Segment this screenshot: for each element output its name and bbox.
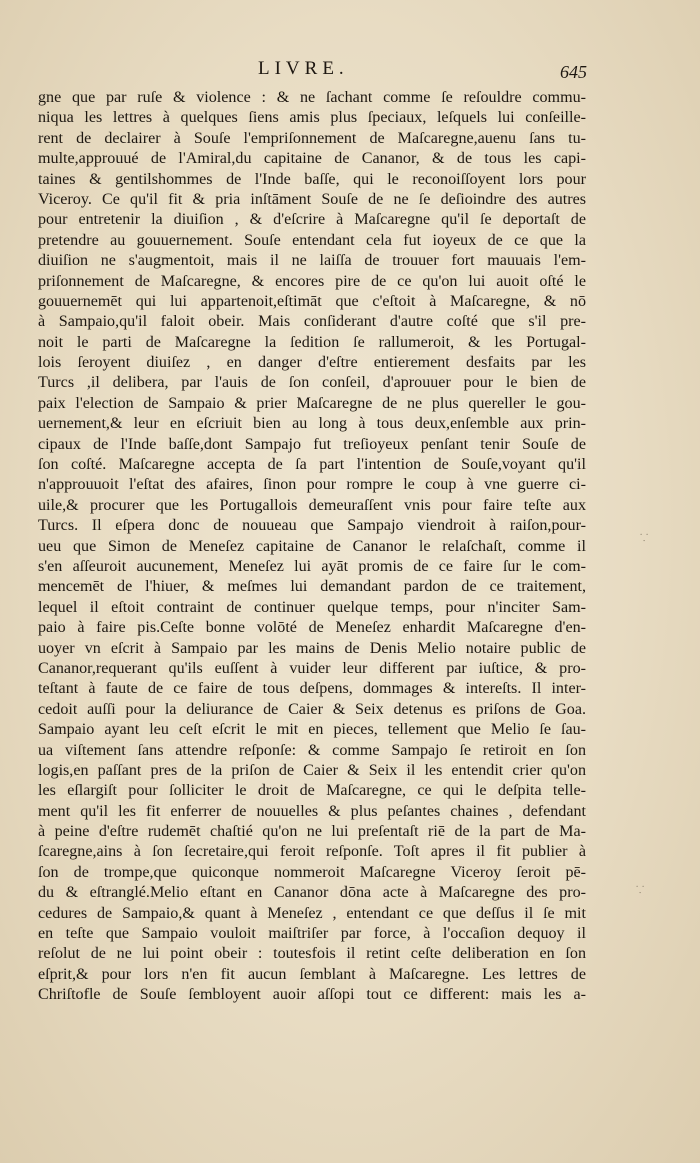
text-line: gouuernemēt qui lui appartenoit,eſtimāt que c'eſtoit à Maſcaregne, & nō	[38, 292, 586, 310]
text-line: pretendre au gouuernement. Souſe entendant cela fut ioyeux de ce que la	[38, 231, 586, 249]
text-line: paix l'election de Sampaio & prier Maſcaregne de ne plus quereller le gou-	[38, 394, 586, 412]
text-line: n'approuuoit l'eſtat des afaires, ſinon pour rompre le coup à vne guerre ci-	[38, 476, 586, 494]
text-line: Turcs ,il delibera, par l'auis de ſon conſeil, d'aprouuer pour le bien de	[38, 374, 586, 392]
text-line: ſon coſté. Maſcaregne accepta de ſa part l'intention de Souſe,voyant qu'il	[38, 456, 586, 474]
text-line: lois ſeroyent diuiſez , en danger d'eſtre entierement desfaits par les	[38, 354, 586, 372]
text-line: lequel il eſtoit contraint de continuer quelque temps, pour n'inciter Sam-	[38, 598, 586, 616]
body-text	[38, 88, 586, 1006]
text-line: à peine d'eſtre rudemēt chaſtié qu'on ne lui preſentaſt riē de la part de Ma-	[38, 823, 586, 841]
text-line: ſcaregne,ains à ſon ſecretaire,qui feroit reſponſe. Toſt apres il fit publier à	[38, 843, 586, 861]
text-line: paio à faire pis.Ceſte bonne volōté de Meneſez enhardit Maſcaregne d'en-	[38, 619, 586, 637]
text-line: niqua les lettres à quelques ſiens amis plus ſpeciaux, leſquels lui conſeille-	[38, 109, 586, 127]
text-line: ueu que Simon de Meneſez capitaine de Cananor le relaſchaſt, comme il	[38, 537, 586, 555]
text-line: noit le parti de Maſcaregne la ſedition ſe rallumeroit, & les Portugal-	[38, 333, 586, 351]
text-line: Turcs. Il eſpera donc de nouueau que Sampajo viendroit à raiſon,pour-	[38, 517, 586, 535]
text-line: ua viſtement ſans attendre reſponſe: & comme Sampajo ſe retiroit en ſon	[38, 741, 586, 759]
text-line: priſonnement de Maſcaregne, & encores pire de ce qu'on lui auoit oſté le	[38, 272, 586, 290]
text-line: cedures de Sampaio,& quant à Meneſez , entendant ce que deſſus il ſe mit	[38, 904, 586, 922]
margin-mark: ⸪	[636, 885, 645, 896]
text-line: reſolut de ne lui point obeir : toutesfois il retint ceſte deliberation en ſon	[38, 945, 586, 963]
text-line: uile,& procurer que les Portugallois demeuraſſent vnis pour faire teſte aux	[38, 496, 586, 514]
text-line: Sampaio ayant leu ceſt eſcrit le mit en pieces, tellement que Melio ſe ſau-	[38, 721, 586, 739]
text-line: en teſte que Sampaio vouloit maiſtriſer par force, à l'occaſion dequoy il	[38, 925, 586, 943]
text-line: teſtant à faute de ce faire de tous deſpens, dommages & intereſts. Il inter-	[38, 680, 586, 698]
text-line: à Sampaio,qu'il faloit obeir. Mais conſiderant d'autre coſté que s'il pre-	[38, 313, 586, 331]
text-line: les eſlargiſt pour ſolliciter le droit de Maſcaregne, ce qui le deſpita telle-	[38, 782, 586, 800]
text-line: rent de declairer à Souſe l'empriſonnement de Maſcaregne,auenu ſans tu-	[38, 129, 586, 147]
text-line: du & eſtranglé.Melio eſtant en Cananor dōna acte à Maſcaregne des pro-	[38, 884, 586, 902]
text-line: ſon de trompe,que quiconque nommeroit Maſcaregne Viceroy ſeroit pē-	[38, 863, 586, 881]
margin-mark: ⸪	[640, 533, 649, 544]
text-line: uoyer vn eſcrit à Sampaio par les mains de Denis Melio notaire public de	[38, 639, 586, 657]
text-line: cedoit auſſi pour la deliurance de Caier & Seix detenus es priſons de Goa.	[38, 700, 586, 718]
text-line: Viceroy. Ce qu'il fit & pria inſtāment Souſe de ne ſe deſioindre des autres	[38, 190, 586, 208]
text-line: logis,en paſſant pres de la priſon de Caier & Seix il les entendit crier qu'on	[38, 761, 586, 779]
text-line: mencemēt de l'hiuer, & meſmes lui demandant pardon de ce traitement,	[38, 578, 586, 596]
text-line: Cananor,requerant qu'ils euſſent à vuider leur different par iuſtice, & pro-	[38, 659, 586, 677]
running-title: LIVRE.	[258, 58, 349, 79]
page-header	[0, 58, 700, 88]
text-line: cipaux de l'Inde baſſe,dont Sampajo fut treſioyeux penſant tenir Souſe de	[38, 435, 586, 453]
text-line: ment qu'il les fit enferrer de nouuelles & plus peſantes chaines , defendant	[38, 802, 586, 820]
text-line: gne que par ruſe & violence : & ne ſachant comme ſe reſouldre commu-	[38, 89, 586, 106]
text-line: s'en aſſeuroit aucunement, Meneſez lui ayāt promis de ce faire ſur le com-	[38, 557, 586, 575]
text-line: eſprit,& pour lors n'en fit aucun ſemblant à Maſcaregne. Les lettres de	[38, 965, 586, 983]
text-line: uernement,& leur en eſcriuit bien au long à tous deux,enſemble aux prin-	[38, 415, 586, 433]
text-line: taines & gentilshommes de l'Inde baſſe, qui le reconoiſſoyent lors pour	[38, 170, 586, 188]
text-line: pour entretenir la diuiſion , & d'eſcrire à Maſcaregne qu'il ſe deportaſt de	[38, 211, 586, 229]
text-line: diuiſion ne s'augmentoit, mais il ne laiſſa de trouuer fort mauuais l'em-	[38, 252, 586, 270]
page-number: 645	[560, 62, 587, 82]
text-line: multe,approuué de l'Amiral,du capitaine de Cananor, & de tous les capi-	[38, 150, 586, 168]
text-line: Chriſtofle de Souſe ſembloyent auoir aſſopi tout ce different: mais les a-	[38, 986, 586, 1004]
